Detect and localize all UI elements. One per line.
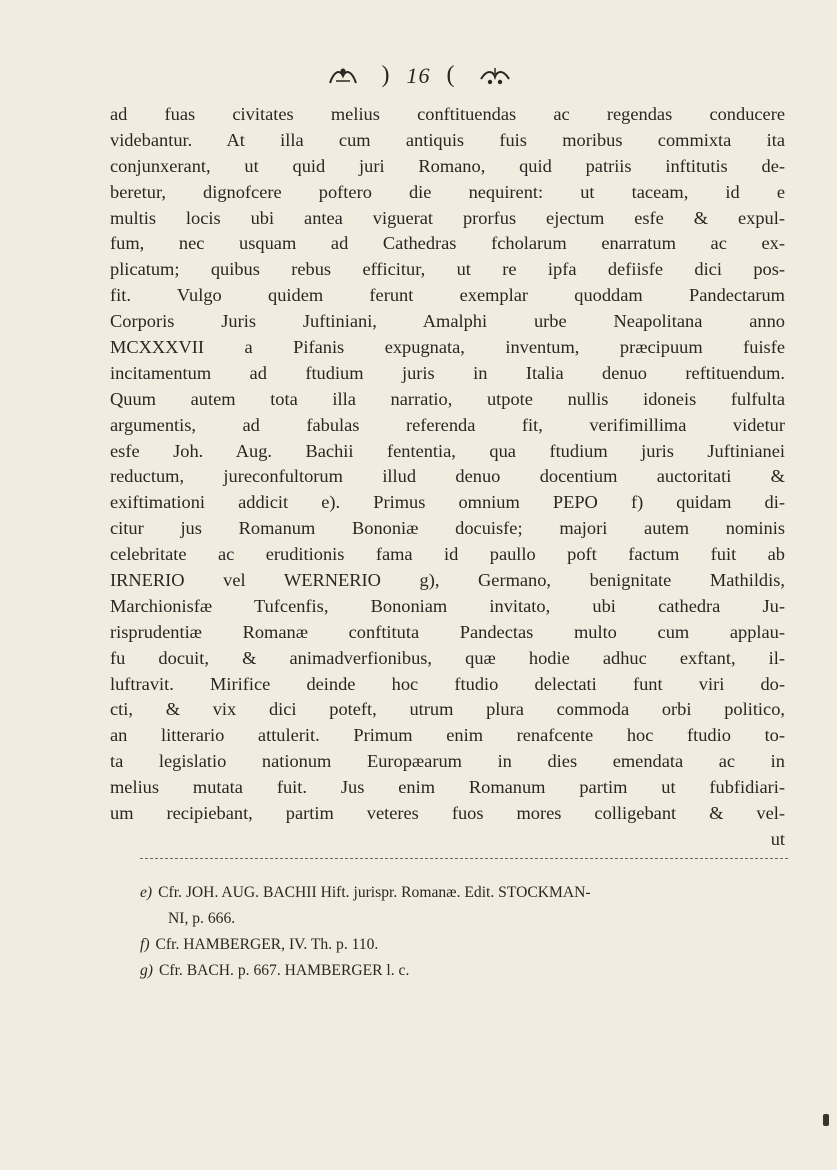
text-line: Quum autem tota illa narratio, utpote nullis idoneis fulfulta bbox=[110, 388, 785, 409]
footnote-rule bbox=[140, 858, 788, 859]
text-line: Corporis Juris Juftiniani, Amalphi urbe Neapolitana anno bbox=[110, 311, 785, 332]
text-line: ut bbox=[770, 828, 785, 849]
fleuron-left-icon bbox=[326, 65, 360, 87]
text-line: MCXXXVII a Pifanis expugnata, inventum, præcipuum fuisfe bbox=[110, 337, 785, 358]
running-header bbox=[0, 62, 837, 89]
text-line: fu docuit, & animadverfionibus, quæ hodie adhuc exftant, il- bbox=[110, 647, 785, 668]
text-line: esfe Joh. Aug. Bachii fententia, qua ftudium juris Juftinianei bbox=[110, 440, 785, 461]
footnote-text: Cfr. JOH. AUG. BACHII Hift. jurispr. Romanæ. Edit. STOCKMAN- bbox=[158, 884, 591, 901]
footnote-text: NI, p. 666. bbox=[168, 910, 236, 927]
text-line: videbantur. At illa cum antiquis fuis moribus commixta ita bbox=[110, 129, 785, 150]
text-line: conjunxerant, ut quid juri Romano, quid patriis inftitutis de- bbox=[110, 155, 785, 176]
text-line: incitamentum ad ftudium juris in Italia denuo reftituendum. bbox=[110, 362, 785, 383]
text-line: citur jus Romanum Bononiæ docuisfe; majori autem nominis bbox=[110, 518, 785, 539]
main-text-block bbox=[110, 102, 785, 853]
text-line: fit. Vulgo quidem ferunt exemplar quoddam Pandectarum bbox=[110, 285, 785, 306]
text-line: luftravit. Mirifice deinde hoc ftudio delectati funt viri do- bbox=[110, 673, 785, 694]
footnote bbox=[140, 958, 788, 984]
text-line: IRNERIO vel WERNERIO g), Germano, benignitate Mathildis, bbox=[110, 570, 785, 591]
header-paren-close: ( bbox=[446, 62, 456, 88]
header-paren-open: ) bbox=[381, 62, 391, 88]
text-line: argumentis, ad fabulas referenda fit, verifimillima videtur bbox=[110, 414, 785, 435]
footnote bbox=[140, 932, 788, 958]
text-line: Marchionisfæ Tufcenfis, Bononiam invitato, ubi cathedra Ju- bbox=[110, 595, 785, 616]
text-line: reductum, jureconfultorum illud denuo docentium auctoritati & bbox=[110, 466, 785, 487]
text-line: celebritate ac eruditionis fama id paullo poft factum fuit ab bbox=[110, 544, 785, 565]
footnote-mark: f) bbox=[140, 936, 150, 953]
footnote-text: Cfr. HAMBERGER, IV. Th. p. 110. bbox=[155, 936, 379, 953]
text-line: cti, & vix dici poteft, utrum plura commoda orbi politico, bbox=[110, 699, 785, 720]
text-line: ta legislatio nationum Europæarum in dies emendata ac in bbox=[110, 751, 785, 772]
text-line: an litterario attulerit. Primum enim renafcente hoc ftudio to- bbox=[110, 725, 785, 746]
text-line: exiftimationi addicit e). Primus omnium PEPO f) quidam di- bbox=[110, 492, 785, 513]
text-line: melius mutata fuit. Jus enim Romanum partim ut fubfidiari- bbox=[110, 777, 785, 798]
text-line: plicatum; quibus rebus efficitur, ut re ipfa defiisfe dici pos- bbox=[110, 259, 785, 280]
footnote-mark: e) bbox=[140, 884, 153, 901]
footnote bbox=[140, 880, 788, 906]
text-line: multis locis ubi antea viguerat prorfus ejectum esfe & expul- bbox=[110, 207, 785, 228]
page-speck bbox=[823, 1114, 829, 1126]
page-number: 16 bbox=[406, 62, 431, 88]
footnotes bbox=[140, 880, 788, 984]
text-line: fum, nec usquam ad Cathedras fcholarum enarratum ac ex- bbox=[110, 233, 785, 254]
text-line: ad fuas civitates melius conftituendas ac regendas conducere bbox=[110, 104, 785, 124]
text-line: risprudentiæ Romanæ conftituta Pandectas multo cum applau- bbox=[110, 621, 785, 642]
footnote-mark: g) bbox=[140, 962, 153, 979]
text-line: um recipiebant, partim veteres fuos mores colligebant & vel- bbox=[110, 803, 785, 824]
footnote bbox=[140, 906, 788, 932]
footnote-text: Cfr. BACH. p. 667. HAMBERGER l. c. bbox=[159, 962, 410, 979]
fleuron-right-icon bbox=[478, 65, 512, 87]
text-line: beretur, dignofcere poftero die nequirent: ut taceam, id e bbox=[110, 181, 785, 202]
